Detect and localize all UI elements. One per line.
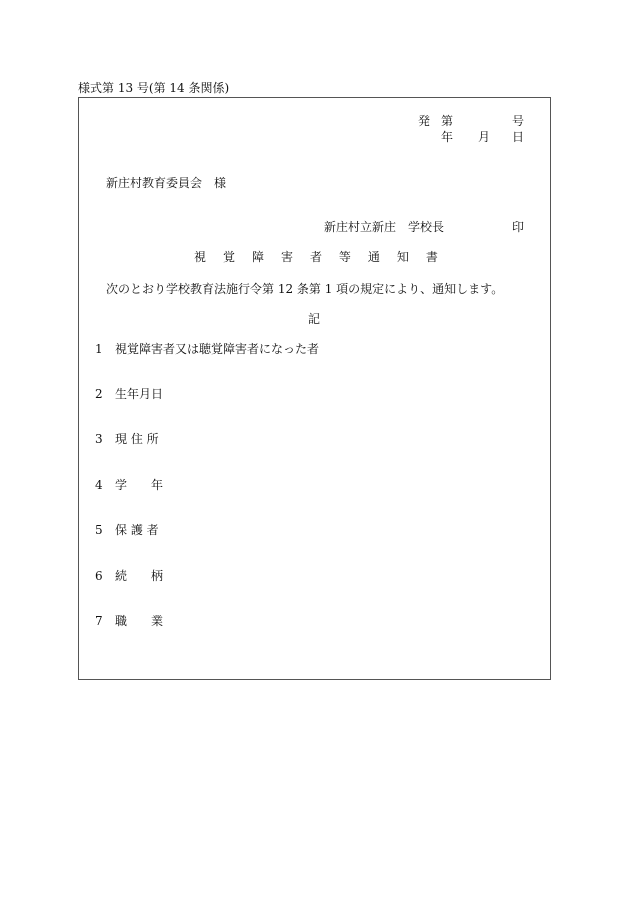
item-label: 生年月日 <box>115 387 164 401</box>
title-char: 障 <box>251 250 264 264</box>
ki-heading: 記 <box>308 312 321 326</box>
intro-text: 次のとおり学校教育法施行令第 12 条第 1 項の規定により、通知します。 <box>106 282 504 296</box>
item-number: 2 <box>95 387 103 401</box>
date-month: 月 <box>478 130 491 144</box>
date-year: 年 <box>441 130 454 144</box>
issue-dai: 第 <box>441 114 454 128</box>
title-char: 覚 <box>222 250 235 264</box>
document-title <box>194 250 438 264</box>
item-number: 3 <box>95 432 103 446</box>
seal-mark: 印 <box>512 220 525 234</box>
item-number: 6 <box>95 569 103 583</box>
item-number: 5 <box>95 523 103 537</box>
addressee: 新庄村教育委員会 様 <box>106 176 227 190</box>
item-number: 1 <box>95 342 103 356</box>
title-char: 者 <box>309 250 322 264</box>
title-char: 視 <box>194 250 207 264</box>
form-label: 様式第 13 号(第 14 条関係) <box>78 81 230 95</box>
item-label: 職 業 <box>115 614 164 628</box>
item-label: 現 住 所 <box>115 432 159 446</box>
item-label: 学 年 <box>115 478 164 492</box>
title-char: 通 <box>367 250 380 264</box>
item-number: 7 <box>95 614 103 628</box>
item-label: 保 護 者 <box>115 523 159 537</box>
issue-hatsu: 発 <box>418 114 431 128</box>
title-char: 書 <box>425 250 438 264</box>
issue-go: 号 <box>512 114 525 128</box>
title-char: 等 <box>338 250 351 264</box>
title-char: 害 <box>280 250 293 264</box>
title-char: 知 <box>396 250 409 264</box>
item-label: 視覚障害者又は聴覚障害者になった者 <box>115 342 320 356</box>
item-label: 続 柄 <box>115 569 164 583</box>
item-number: 4 <box>95 478 103 492</box>
sender: 新庄村立新庄 学校長 <box>324 220 445 234</box>
date-day: 日 <box>512 130 525 144</box>
